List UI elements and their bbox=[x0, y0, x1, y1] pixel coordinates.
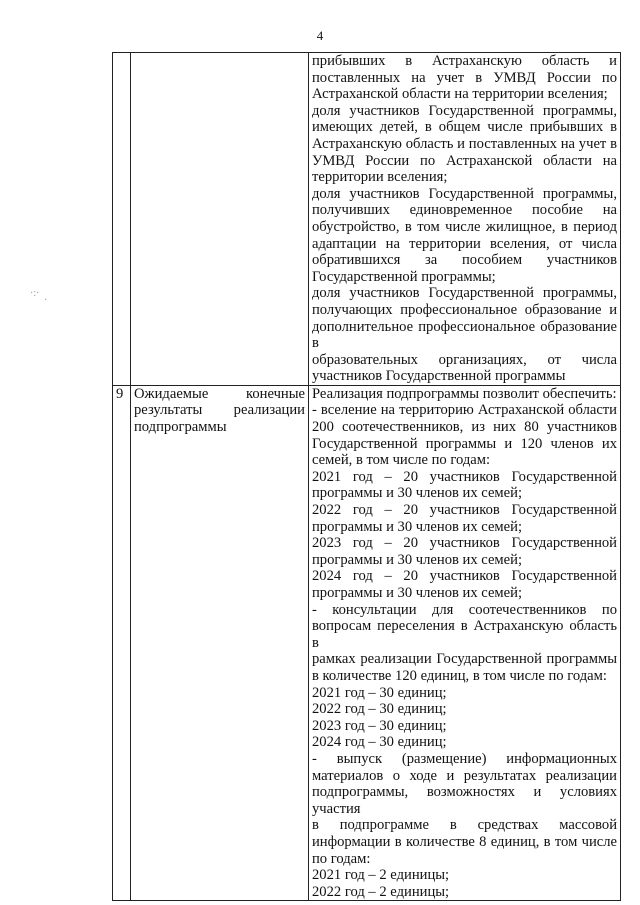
text-line: обустройство, в том числе жилищное, в период bbox=[312, 218, 617, 235]
text-line: Астраханскую область и поставленных на учет в bbox=[312, 135, 617, 152]
text-line: образовательных организациях, от числа bbox=[312, 351, 617, 368]
program-passport-table bbox=[112, 52, 621, 901]
text-line: информации в количестве 8 единиц, в том числе bbox=[312, 833, 617, 850]
text-line: дополнительное профессиональное образование в bbox=[312, 318, 617, 352]
row-label bbox=[134, 386, 305, 436]
text-line: подпрограммы bbox=[134, 419, 227, 436]
page-number: 4 bbox=[316, 28, 324, 43]
text-line: программы и 30 членов их семей; bbox=[312, 485, 522, 502]
text-line: Государственной программы; bbox=[312, 268, 496, 285]
text-line: по годам: bbox=[312, 850, 371, 867]
row-number: 9 bbox=[113, 385, 131, 900]
text-line: материалов о ходе и результатах реализации bbox=[312, 767, 617, 784]
scan-artifact: · bbox=[44, 295, 48, 306]
text-line: 2021 год – 2 единицы; bbox=[312, 867, 450, 884]
text-line: 2024 год – 20 участников Государственной bbox=[312, 568, 617, 585]
text-line: - консультации для соотечественников по bbox=[312, 601, 617, 618]
text-line: имеющих детей, в общем числе прибывших в bbox=[312, 119, 617, 136]
text-line: 200 соотечественников, из них 80 участников bbox=[312, 419, 617, 436]
text-line: программы и 30 членов их семей; bbox=[312, 585, 522, 601]
text-line: 2021 год – 30 единиц; bbox=[312, 684, 447, 701]
text-line: Астраханской области на территории вселения; bbox=[312, 86, 608, 103]
text-line: Государственной программы и 120 членов их bbox=[312, 435, 617, 452]
text-line: УМВД России по Астраханской области на bbox=[312, 152, 617, 169]
scan-artifact: ·:· bbox=[30, 288, 40, 299]
text-line: подпрограммы, возможностях и условиях участия bbox=[312, 784, 617, 817]
text-line: 2022 год – 30 единиц; bbox=[312, 701, 447, 718]
text-line: вопросам переселения в Астраханскую область в bbox=[312, 618, 617, 651]
text-line: доля участников Государственной программы, bbox=[312, 102, 617, 119]
text-line: Реализация подпрограммы позволит обеспечить: bbox=[312, 385, 617, 402]
text-line: доля участников Государственной программы, bbox=[312, 185, 617, 202]
table-row-9 bbox=[113, 385, 621, 900]
row-label-cell bbox=[131, 53, 309, 386]
text-line: 2022 год – 2 единицы; bbox=[312, 883, 450, 900]
text-line: обратившихся за пособием участников bbox=[312, 252, 617, 269]
text-line: 2023 год – 30 единиц; bbox=[312, 717, 447, 734]
continued-indicators-text bbox=[312, 53, 617, 385]
text-line: - выпуск (размещение) информационных bbox=[312, 750, 617, 767]
text-line: 2023 год – 20 участников Государственной bbox=[312, 535, 617, 552]
text-line: поставленных на учет в УМВД России по bbox=[312, 69, 617, 86]
text-line: в подпрограмме в средствах массовой bbox=[312, 817, 617, 834]
text-line: 2022 год – 20 участников Государственной bbox=[312, 502, 617, 519]
text-line: прибывших в Астраханскую область и bbox=[312, 53, 617, 69]
text-line: программы и 30 членов их семей; bbox=[312, 551, 522, 568]
text-line: Ожидаемые конечные bbox=[134, 385, 305, 402]
text-line: результаты реализации bbox=[134, 402, 305, 419]
text-line: участников Государственной программы bbox=[312, 368, 566, 385]
text-line: семей, в том числе по годам: bbox=[312, 452, 491, 469]
text-line: территории вселения; bbox=[312, 169, 448, 186]
text-line: 2024 год – 30 единиц; bbox=[312, 734, 447, 751]
text-line: адаптации на территории вселения, от числа bbox=[312, 235, 617, 252]
text-line: доля участников Государственной программы, bbox=[312, 285, 617, 302]
text-line: в количестве 120 единиц, в том числе по годам: bbox=[312, 667, 607, 684]
row-label-cell bbox=[131, 385, 309, 900]
row-number-cell bbox=[113, 53, 131, 386]
row-text-cell bbox=[309, 53, 621, 386]
text-line: программы и 30 членов их семей; bbox=[312, 518, 522, 535]
row-text-cell bbox=[309, 385, 621, 900]
text-line: получающих профессиональное образование и bbox=[312, 301, 617, 318]
text-line: 2021 год – 20 участников Государственной bbox=[312, 468, 617, 485]
text-line: рамках реализации Государственной программы bbox=[312, 651, 617, 668]
table-row-continued bbox=[113, 53, 621, 386]
text-line: получивших единовременное пособие на bbox=[312, 202, 617, 219]
text-line: - вселение на территорию Астраханской области bbox=[312, 402, 617, 419]
expected-results-text bbox=[312, 386, 617, 900]
